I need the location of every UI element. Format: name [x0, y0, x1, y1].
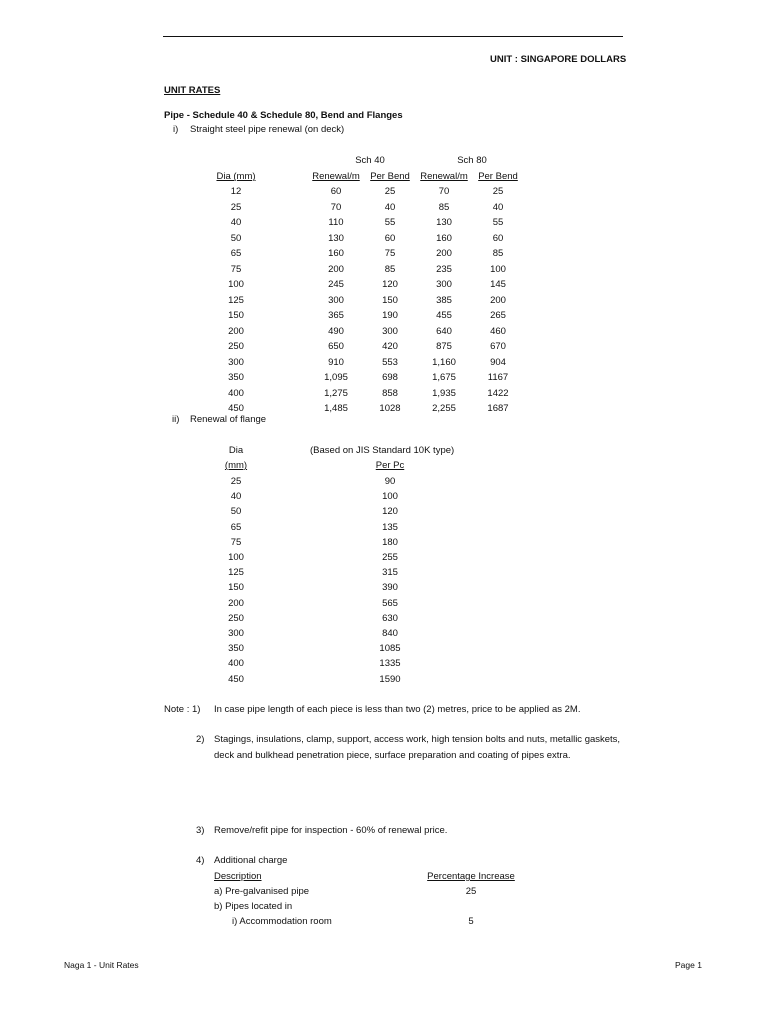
flange-table-index: ii)	[172, 414, 180, 425]
table-row	[0, 489, 768, 504]
cell-renewal-sch40: 365	[328, 310, 344, 321]
cell-dia: 65	[230, 248, 242, 259]
cell-bend-sch40: 858	[382, 387, 398, 399]
cell-bend-sch80: 1167	[487, 372, 509, 383]
cell-dia: 100	[228, 279, 244, 290]
cell-bend-sch80: 60	[492, 232, 504, 244]
note-3-number: 3)	[196, 825, 205, 836]
cell-renewal-sch80: 300	[436, 279, 452, 290]
table-row	[0, 580, 768, 595]
table-row	[0, 184, 768, 199]
flange-col-dia: Dia	[228, 445, 244, 456]
section-subtitle: Pipe - Schedule 40 & Schedule 80, Bend and Flanges	[164, 110, 403, 121]
cell-renewal-sch80: 455	[436, 310, 452, 321]
cell-bend-sch80: 25	[492, 186, 504, 197]
cell-bend-sch40: 150	[382, 294, 398, 306]
cell-renewal-sch40: 70	[330, 201, 342, 213]
sch40-group-header: Sch 40	[355, 155, 385, 166]
cell-renewal-sch40: 1,095	[324, 372, 348, 383]
table-row	[0, 504, 768, 519]
cell-renewal-sch80: 85	[438, 201, 450, 213]
cell-dia: 350	[228, 643, 244, 655]
flange-table-caption: Renewal of flange	[190, 414, 267, 425]
cell-bend-sch40: 300	[382, 325, 398, 337]
cell-dia: 450	[228, 673, 244, 685]
cell-dia: 40	[230, 491, 242, 503]
cell-bend-sch40: 85	[384, 263, 396, 275]
cell-renewal-sch80: 640	[436, 325, 452, 337]
cell-bend-sch40: 40	[384, 201, 396, 213]
cell-bend-sch80: 40	[492, 201, 504, 213]
table-row	[0, 626, 768, 641]
cell-bend-sch40: 55	[384, 217, 396, 228]
footer-left: Naga 1 - Unit Rates	[64, 960, 139, 970]
unit-label: UNIT : SINGAPORE DOLLARS	[490, 54, 627, 65]
cell-renewal-sch80: 875	[436, 341, 452, 352]
cell-dia: 65	[230, 521, 242, 533]
sch80-group-header: Sch 80	[457, 155, 487, 166]
cell-bend-sch80: 145	[490, 279, 506, 290]
table-row	[0, 355, 768, 370]
cell-renewal-sch40: 110	[328, 217, 344, 228]
cell-bend-sch40: 698	[382, 372, 398, 383]
cell-bend-sch80: 1687	[487, 403, 509, 414]
col-header-bend-sch40: Per Bend	[370, 171, 410, 182]
cell-renewal-sch80: 2,255	[432, 403, 456, 414]
table-row	[0, 262, 768, 277]
cell-dia: 50	[230, 506, 242, 518]
table-row	[0, 565, 768, 580]
table-row	[0, 308, 768, 323]
cell-renewal-sch40: 130	[328, 232, 344, 244]
pipe-table-index: i)	[173, 124, 179, 135]
cell-price-per-pc: 100	[382, 491, 398, 503]
cell-dia: 200	[228, 597, 244, 609]
cell-bend-sch40: 420	[382, 341, 398, 352]
cell-renewal-sch80: 70	[438, 186, 450, 197]
note-4-item-a-value: 25	[465, 886, 477, 897]
table-row	[0, 386, 768, 401]
note-label: Note : 1)	[164, 704, 201, 715]
pipe-table-caption: Straight steel pipe renewal (on deck)	[190, 124, 345, 135]
cell-dia: 40	[230, 217, 242, 228]
cell-dia: 350	[228, 372, 244, 383]
section-title: UNIT RATES	[164, 85, 221, 96]
cell-renewal-sch80: 1,675	[432, 372, 456, 383]
table-row	[0, 401, 768, 416]
cell-dia: 300	[228, 628, 244, 639]
cell-renewal-sch80: 235	[436, 263, 452, 275]
cell-dia: 12	[230, 186, 242, 197]
cell-dia: 75	[230, 536, 242, 548]
cell-dia: 150	[228, 582, 244, 594]
cell-price-per-pc: 1590	[379, 673, 401, 685]
cell-dia: 25	[230, 201, 242, 213]
cell-renewal-sch40: 245	[328, 279, 344, 290]
cell-bend-sch40: 553	[382, 356, 398, 368]
cell-bend-sch80: 1422	[487, 387, 509, 399]
flange-col-dia-unit: (mm)	[224, 460, 248, 471]
cell-bend-sch40: 60	[384, 232, 396, 244]
col-header-renewal-sch80: Renewal/m	[420, 171, 468, 182]
cell-renewal-sch40: 160	[328, 248, 344, 259]
table-row	[0, 246, 768, 261]
cell-dia: 450	[228, 403, 244, 414]
cell-price-per-pc: 1085	[379, 643, 401, 655]
cell-dia: 150	[228, 310, 244, 321]
note-4-item-b-i-value: 5	[468, 916, 474, 927]
cell-bend-sch80: 100	[490, 263, 506, 275]
cell-renewal-sch40: 490	[328, 325, 344, 337]
col-header-dia: Dia (mm)	[216, 171, 256, 182]
note-4-col-description: Description	[214, 871, 262, 882]
table-row	[0, 535, 768, 550]
table-row	[0, 672, 768, 687]
note-4-number: 4)	[196, 855, 205, 866]
cell-renewal-sch40: 200	[328, 263, 344, 275]
cell-renewal-sch40: 1,485	[324, 403, 348, 414]
table-row	[0, 474, 768, 489]
table-row	[0, 370, 768, 385]
cell-bend-sch40: 25	[384, 186, 396, 197]
footer-page-number: Page 1	[675, 960, 702, 970]
header-rule	[163, 36, 623, 37]
cell-bend-sch40: 120	[382, 279, 398, 290]
col-header-renewal-sch40: Renewal/m	[312, 171, 360, 182]
cell-renewal-sch80: 385	[436, 294, 452, 306]
cell-bend-sch80: 904	[490, 356, 506, 368]
cell-bend-sch40: 75	[384, 248, 396, 259]
cell-dia: 100	[228, 552, 244, 563]
table-row	[0, 277, 768, 292]
cell-dia: 75	[230, 263, 242, 275]
table-row	[0, 324, 768, 339]
table-row	[0, 231, 768, 246]
cell-renewal-sch40: 650	[328, 341, 344, 352]
note-4-title: Additional charge	[214, 855, 288, 866]
cell-dia: 50	[230, 232, 242, 244]
table-row	[0, 611, 768, 626]
cell-renewal-sch80: 130	[436, 217, 452, 228]
cell-bend-sch80: 85	[492, 248, 504, 259]
cell-bend-sch80: 265	[490, 310, 506, 321]
cell-dia: 250	[228, 341, 244, 352]
col-header-bend-sch80: Per Bend	[478, 171, 518, 182]
cell-price-per-pc: 180	[382, 536, 398, 548]
cell-price-per-pc: 390	[382, 582, 398, 594]
note-3: Remove/refit pipe for inspection - 60% of renewal price.	[214, 825, 448, 836]
table-row	[0, 339, 768, 354]
cell-bend-sch40: 1028	[379, 403, 401, 414]
cell-dia: 25	[230, 476, 242, 487]
note-4-item-b: b) Pipes located in	[214, 901, 293, 912]
cell-dia: 400	[228, 387, 244, 399]
cell-renewal-sch80: 160	[436, 232, 452, 244]
cell-price-per-pc: 255	[382, 552, 398, 563]
cell-dia: 125	[228, 567, 244, 579]
cell-price-per-pc: 630	[382, 612, 398, 624]
table-row	[0, 215, 768, 230]
note-4-item-b-i: i) Accommodation room	[232, 916, 332, 927]
cell-price-per-pc: 315	[382, 567, 398, 579]
cell-dia: 250	[228, 612, 244, 624]
cell-renewal-sch40: 300	[328, 294, 344, 306]
cell-dia: 200	[228, 325, 244, 337]
note-2-line-1: Stagings, insulations, clamp, support, access work, high tension bolts and nuts, metallic gaskets,	[214, 734, 621, 745]
cell-bend-sch80: 670	[490, 341, 506, 352]
cell-price-per-pc: 565	[382, 597, 398, 609]
cell-bend-sch80: 460	[490, 325, 506, 337]
note-2-line-2: deck and bulkhead penetration piece, surface preparation and coating of pipes extra.	[214, 750, 571, 761]
cell-dia: 400	[228, 658, 244, 670]
table-row	[0, 520, 768, 535]
cell-bend-sch40: 190	[382, 310, 398, 321]
cell-dia: 125	[228, 294, 244, 306]
note-1: In case pipe length of each piece is less than two (2) metres, price to be applied as 2M.	[214, 704, 581, 715]
flange-standard-note: (Based on JIS Standard 10K type)	[310, 445, 455, 456]
cell-price-per-pc: 135	[382, 521, 398, 533]
cell-renewal-sch80: 200	[436, 248, 452, 259]
cell-renewal-sch80: 1,160	[432, 356, 456, 368]
cell-bend-sch80: 200	[490, 294, 506, 306]
table-row	[0, 550, 768, 565]
flange-col-price: Per Pc	[375, 460, 405, 471]
cell-renewal-sch40: 910	[328, 356, 344, 368]
cell-renewal-sch40: 60	[330, 186, 342, 197]
table-row	[0, 596, 768, 611]
table-row	[0, 293, 768, 308]
table-row	[0, 656, 768, 671]
table-row	[0, 641, 768, 656]
table-row	[0, 200, 768, 215]
cell-price-per-pc: 120	[382, 506, 398, 518]
cell-renewal-sch40: 1,275	[324, 387, 348, 399]
cell-renewal-sch80: 1,935	[432, 387, 456, 399]
note-4-item-a: a) Pre-galvanised pipe	[214, 886, 310, 897]
cell-price-per-pc: 1335	[379, 658, 401, 670]
note-2-number: 2)	[196, 734, 205, 745]
note-4-col-percentage: Percentage Increase	[427, 871, 515, 882]
cell-price-per-pc: 90	[384, 476, 396, 487]
cell-bend-sch80: 55	[492, 217, 504, 228]
cell-price-per-pc: 840	[382, 628, 398, 639]
cell-dia: 300	[228, 356, 244, 368]
